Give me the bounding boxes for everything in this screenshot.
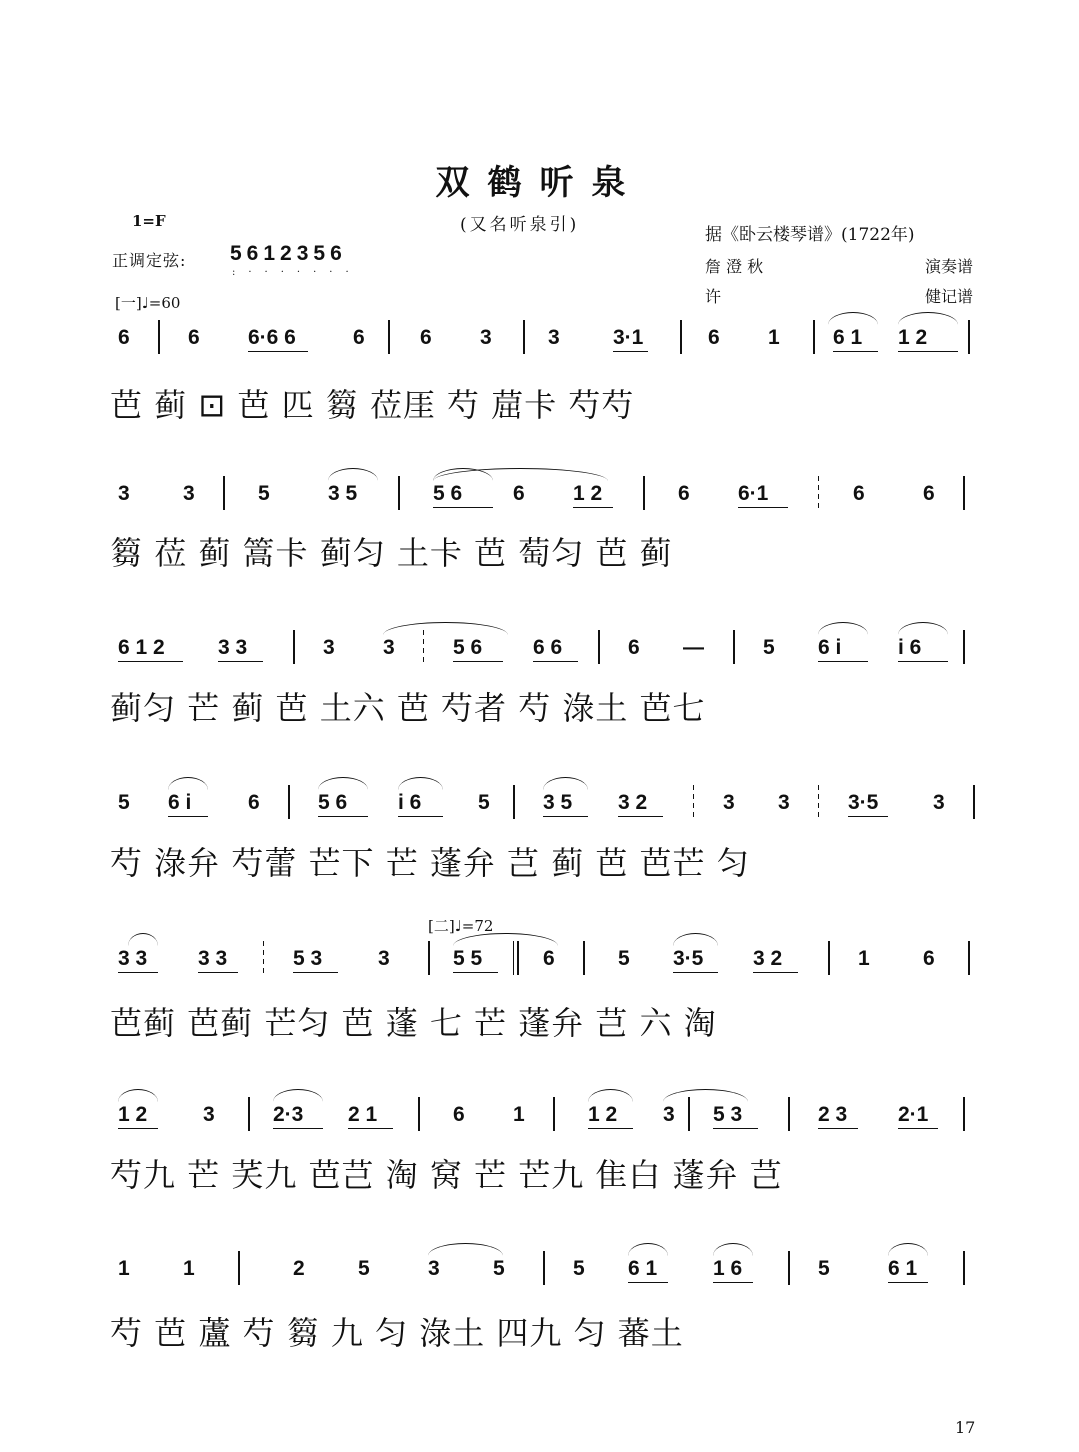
barline (418, 1097, 420, 1131)
page-title: 双鹤听泉 (435, 163, 644, 203)
barline (388, 320, 390, 354)
note: 6 (453, 1103, 465, 1126)
note: 3 (548, 326, 560, 349)
note: 6 (248, 791, 260, 814)
note: 5 (258, 482, 270, 505)
beam-underline (248, 351, 308, 352)
slur (118, 1089, 158, 1102)
barline (818, 476, 819, 510)
note: 5 (573, 1257, 585, 1280)
note: 5 (618, 947, 630, 970)
beam-underline (713, 1282, 753, 1283)
note: 6 (628, 636, 640, 659)
jianzi-row: 芭蓟 芭蓟 芒匀 芭 蓬 七 芒 蓬弁 芑 六 淘 (110, 1004, 717, 1042)
slur (328, 468, 378, 481)
note: 6 6 (533, 636, 563, 659)
note: 5 (493, 1257, 505, 1280)
note: 3 (323, 636, 335, 659)
note: 5 6 (433, 482, 463, 505)
note: i 6 (398, 791, 422, 814)
key-signature: 1=F (132, 212, 166, 230)
performer-role: 演奏谱 (924, 257, 973, 276)
beam-underline (453, 661, 503, 662)
slur (273, 1089, 323, 1102)
barline (828, 941, 830, 975)
slur (628, 1243, 668, 1256)
note: 3 3 (218, 636, 248, 659)
note: 3 (428, 1257, 440, 1280)
note: i 6 (898, 636, 922, 659)
barline (428, 941, 430, 975)
note: 3 (183, 482, 195, 505)
beam-underline (818, 661, 868, 662)
tuning-notes: 5612356 (230, 242, 347, 265)
barline (293, 630, 295, 664)
jianzi-row: 芍 淥弁 芍蕾 芒下 芒 蓬弁 芑 蓟 芭 芭芒 匀 (110, 844, 750, 882)
slur (428, 1243, 503, 1256)
barline (968, 941, 970, 975)
note: 3 (723, 791, 735, 814)
note: 1 (768, 326, 780, 349)
beam-underline (818, 1128, 858, 1129)
slur (398, 777, 443, 790)
beam-underline (833, 351, 878, 352)
notation-row (108, 482, 978, 526)
notation-row (108, 326, 978, 370)
note: 2 (293, 1257, 305, 1280)
barline (680, 320, 682, 354)
source-citation: 据《卧云楼琴谱》(1722年) (705, 225, 915, 245)
barline (223, 476, 225, 510)
slur (663, 1089, 748, 1102)
note: 6 (678, 482, 690, 505)
transcriber-role: 健记谱 (924, 287, 973, 306)
beam-underline (118, 661, 183, 662)
note: — (683, 636, 704, 659)
beam-underline (713, 1128, 758, 1129)
beam-underline (533, 661, 578, 662)
beam-underline (618, 816, 663, 817)
note: 3 (480, 326, 492, 349)
slur (673, 933, 718, 946)
beam-underline (273, 1128, 323, 1129)
barline (788, 1251, 790, 1285)
note: 1 2 (573, 482, 603, 505)
barline (688, 1097, 690, 1131)
beam-underline (888, 1282, 928, 1283)
note: 1 (118, 1257, 130, 1280)
note: 6 1 (628, 1257, 658, 1280)
barline (733, 630, 735, 664)
note: 3·5 (673, 947, 704, 970)
note: 6 (420, 326, 432, 349)
barline (513, 785, 515, 819)
barline (643, 476, 645, 510)
note: 1 2 (588, 1103, 618, 1126)
jianzi-row: 蓟匀 芒 蓟 芭 土六 芭 芍者 芍 淥土 芭七 (110, 689, 706, 727)
note: 3 (383, 636, 395, 659)
note: 5 (763, 636, 775, 659)
note: 5 5 (453, 947, 483, 970)
beam-underline (738, 507, 788, 508)
transcriber-credit (705, 284, 973, 307)
notation-row (108, 1103, 978, 1147)
slur (128, 933, 158, 946)
note: 1 6 (713, 1257, 743, 1280)
note: 3 (663, 1103, 675, 1126)
note: 3 3 (198, 947, 228, 970)
beam-underline (118, 972, 158, 973)
tuning-label: 正调定弦: (112, 251, 187, 270)
note: 6 (188, 326, 200, 349)
page-number: 17 (955, 1418, 976, 1437)
beam-underline (628, 1282, 668, 1283)
note: 5 (358, 1257, 370, 1280)
barline (513, 941, 519, 975)
barline (788, 1097, 790, 1131)
note: 3 3 (118, 947, 148, 970)
barline (158, 320, 160, 354)
note: 2·3 (273, 1103, 304, 1126)
beam-underline (198, 972, 238, 973)
beam-underline (848, 816, 888, 817)
note: 1 2 (118, 1103, 148, 1126)
beam-underline (673, 972, 718, 973)
note: 6 1 (833, 326, 863, 349)
performer-name: 詹 澄 秋 (705, 257, 764, 276)
note: 6 (923, 482, 935, 505)
barline (238, 1251, 240, 1285)
barline (583, 941, 585, 975)
barline (598, 630, 600, 664)
note: 6 (543, 947, 555, 970)
note: 6 (923, 947, 935, 970)
slur (318, 777, 368, 790)
slur (898, 622, 948, 635)
beam-underline (573, 507, 613, 508)
note: 6 (513, 482, 525, 505)
slur (898, 312, 958, 325)
barline (553, 1097, 555, 1131)
note: 6·6 6 (248, 326, 296, 349)
note: 5 (818, 1257, 830, 1280)
note: 3 5 (543, 791, 573, 814)
beam-underline (398, 816, 443, 817)
barline (963, 1251, 965, 1285)
barline (963, 476, 965, 510)
note: 3 (203, 1103, 215, 1126)
slur (828, 312, 878, 325)
slur (383, 622, 508, 635)
beam-underline (348, 1128, 393, 1129)
note: 6 1 (888, 1257, 918, 1280)
note: 2 3 (818, 1103, 848, 1126)
jianzi-row: 芍九 芒 芺九 芭芑 淘 窝 芒 芒九 隹白 蓬弁 芑 (110, 1156, 783, 1194)
beam-underline (453, 972, 498, 973)
tuning-octave-dots: :······· (232, 267, 362, 278)
note: 6 (708, 326, 720, 349)
beam-underline (293, 972, 338, 973)
barline (248, 1097, 250, 1131)
barline (543, 1251, 545, 1285)
note: 3 (118, 482, 130, 505)
beam-underline (118, 1128, 158, 1129)
beam-underline (218, 661, 263, 662)
slur (888, 1243, 928, 1256)
note: 1 2 (898, 326, 928, 349)
note: 6 1 2 (118, 636, 165, 659)
note: 3 (778, 791, 790, 814)
slur (588, 1089, 633, 1102)
note: 3 (933, 791, 945, 814)
slur (713, 1243, 753, 1256)
note: 1 (858, 947, 870, 970)
note: 3·5 (848, 791, 879, 814)
beam-underline (433, 507, 493, 508)
barline (963, 630, 965, 664)
barline (523, 320, 525, 354)
section-1-label: [一]♩=60 (115, 294, 181, 312)
beam-underline (613, 351, 648, 352)
slur (818, 622, 868, 635)
note: 5 6 (453, 636, 483, 659)
slur (543, 777, 588, 790)
note: 3·1 (613, 326, 644, 349)
note: 6 (853, 482, 865, 505)
note: 5 6 (318, 791, 348, 814)
beam-underline (168, 816, 208, 817)
note: 5 (478, 791, 490, 814)
beam-underline (898, 351, 958, 352)
barline (693, 785, 694, 819)
jianzi-row: 芭 蓟 ⊡ 芭 匹 篘 莅厓 芍 䓛卡 芍芍 (110, 386, 635, 424)
notation-row (108, 636, 978, 680)
notation-row (108, 947, 978, 991)
beam-underline (898, 1128, 938, 1129)
note: 3 2 (618, 791, 648, 814)
beam-underline (898, 661, 948, 662)
barline (968, 320, 970, 354)
note: 6·1 (738, 482, 769, 505)
beam-underline (543, 816, 588, 817)
barline (963, 1097, 965, 1131)
note: 6 i (168, 791, 192, 814)
barline (423, 630, 424, 664)
note: 1 (513, 1103, 525, 1126)
barline (813, 320, 815, 354)
jianzi-row: 芍 芭 蘆 芍 篘 九 匀 淥土 四九 匀 蕃土 (110, 1314, 684, 1352)
note: 6 i (818, 636, 842, 659)
section-2-label: [二]♩=72 (428, 917, 494, 935)
note: 6 (353, 326, 365, 349)
notation-row (108, 1257, 978, 1301)
beam-underline (318, 816, 368, 817)
barline (398, 476, 400, 510)
note: 5 3 (293, 947, 323, 970)
subtitle: (又名听泉引) (460, 215, 580, 235)
note: 6 (118, 326, 130, 349)
performer-credit (705, 254, 973, 277)
note: 1 (183, 1257, 195, 1280)
note: 5 3 (713, 1103, 743, 1126)
transcriber-name: 许 (705, 287, 722, 306)
jianzi-row: 篘 莅 蓟 篙卡 蓟匀 土卡 芭 萄匀 芭 蓟 (110, 534, 673, 572)
notation-row (108, 791, 978, 835)
barline (973, 785, 975, 819)
barline (263, 941, 264, 975)
note: 3 2 (753, 947, 783, 970)
beam-underline (753, 972, 798, 973)
note: 2·1 (898, 1103, 929, 1126)
slur (168, 777, 208, 790)
note: 2 1 (348, 1103, 378, 1126)
note: 3 (378, 947, 390, 970)
note: 5 (118, 791, 130, 814)
beam-underline (588, 1128, 633, 1129)
barline (818, 785, 819, 819)
note: 3 5 (328, 482, 358, 505)
barline (288, 785, 290, 819)
